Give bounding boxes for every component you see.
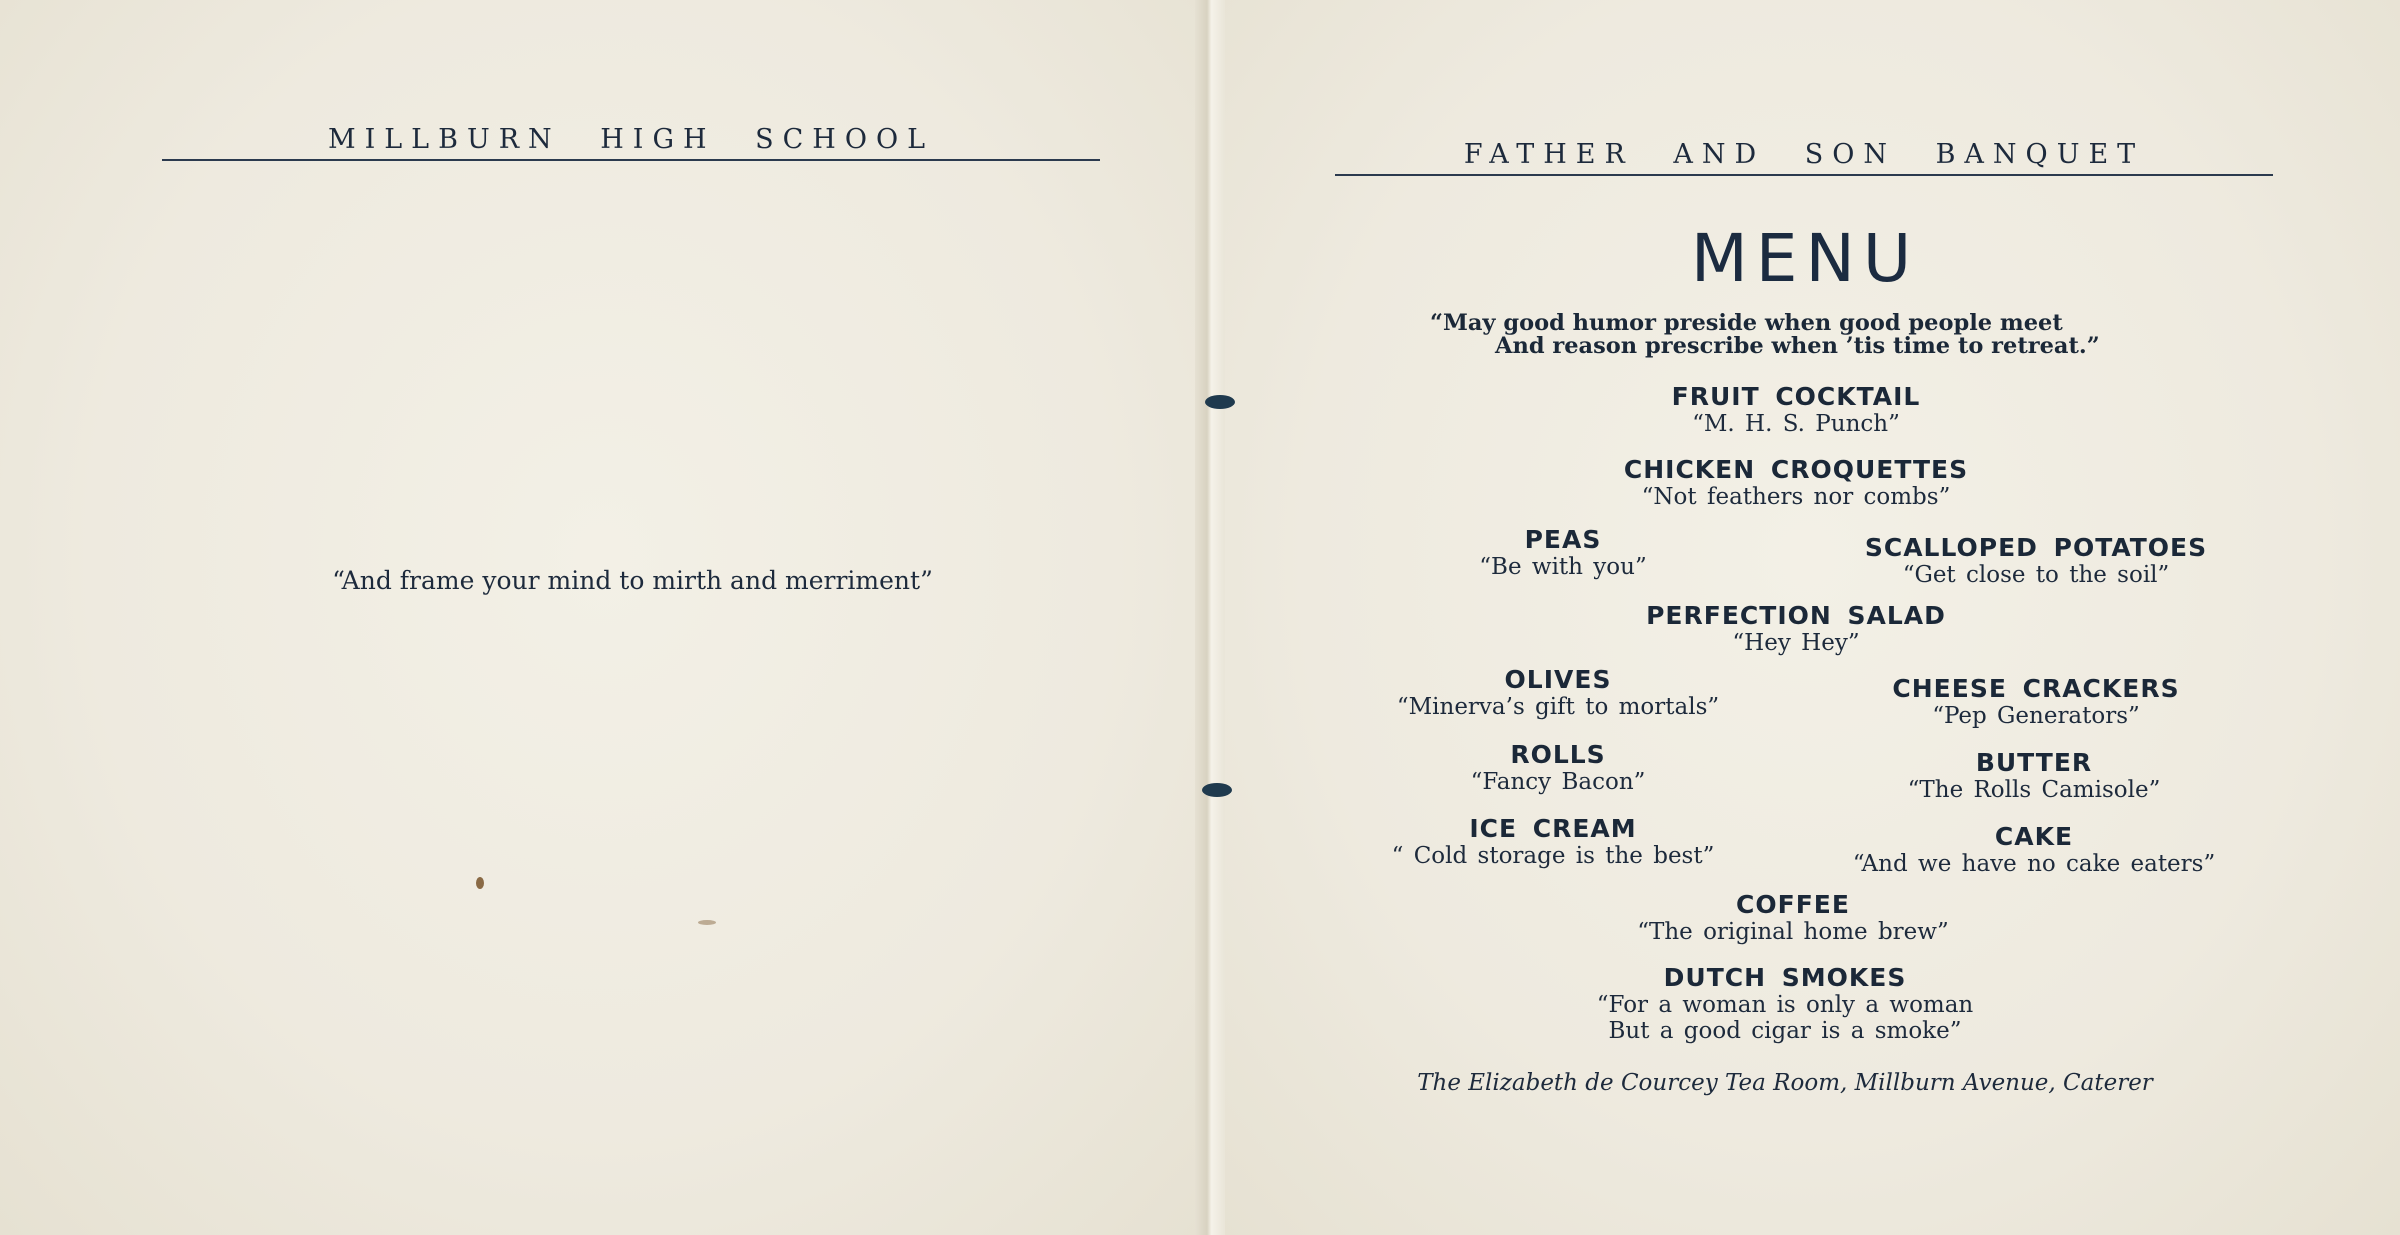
booklet-gutter bbox=[1195, 0, 1225, 1235]
binding-staple-top bbox=[1205, 395, 1235, 409]
menu-item-note: “M. H. S. Punch” bbox=[1692, 411, 1900, 437]
caterer-credit: The Elizabeth de Courcey Tea Room, Millburn Avenue, Caterer bbox=[1417, 1070, 2153, 1096]
menu-item-name: PERFECTION SALAD bbox=[1646, 601, 1946, 630]
banquet-header: FATHER AND SON BANQUET bbox=[1335, 139, 2273, 176]
menu-item-note: “Fancy Bacon” bbox=[1470, 769, 1646, 795]
menu-item-name: SCALLOPED POTATOES bbox=[1864, 533, 2208, 562]
school-header: MILLBURN HIGH SCHOOL bbox=[162, 124, 1100, 161]
binding-staple-bottom bbox=[1202, 783, 1232, 797]
menu-item-note: “For a woman is only a woman bbox=[1596, 992, 1974, 1018]
menu-item-fruit-cocktail bbox=[1496, 382, 2096, 437]
menu-item-note: “Be with you” bbox=[1479, 554, 1647, 580]
menu-item-name: ROLLS bbox=[1510, 740, 1606, 769]
menu-item-note: “The Rolls Camisole” bbox=[1907, 777, 2161, 803]
menu-item-note: “Minerva’s gift to mortals” bbox=[1396, 694, 1720, 720]
menu-item-scalloped-potatoes bbox=[1806, 533, 2266, 588]
menu-item-name: COFFEE bbox=[1736, 890, 1850, 919]
menu-item-butter bbox=[1834, 748, 2234, 803]
left-page-quote: “And frame your mind to mirth and merriment” bbox=[332, 566, 933, 595]
menu-item-name: CAKE bbox=[1994, 822, 2074, 851]
menu-item-cheese-crackers bbox=[1806, 674, 2266, 729]
menu-item-name: CHICKEN CROQUETTES bbox=[1623, 455, 1969, 484]
menu-item-name: FRUIT COCKTAIL bbox=[1671, 382, 1921, 411]
menu-item-note: But a good cigar is a smoke” bbox=[1608, 1018, 1962, 1044]
menu-item-name: BUTTER bbox=[1975, 748, 2093, 777]
menu-item-note: “ Cold storage is the best” bbox=[1391, 843, 1715, 869]
paper-speck bbox=[476, 877, 484, 889]
menu-item-note: “Hey Hey” bbox=[1732, 630, 1860, 656]
menu-item-note: “Not feathers nor combs” bbox=[1641, 484, 1951, 510]
menu-item-dutch-smokes bbox=[1485, 963, 2085, 1044]
menu-item-cake bbox=[1796, 822, 2272, 877]
menu-item-peas bbox=[1363, 525, 1763, 580]
menu-item-name: PEAS bbox=[1524, 525, 1602, 554]
menu-item-note: “And we have no cake eaters” bbox=[1852, 851, 2216, 877]
menu-item-name: DUTCH SMOKES bbox=[1663, 963, 1907, 992]
menu-item-ice-cream bbox=[1343, 814, 1763, 869]
menu-title: MENU bbox=[1690, 220, 1920, 297]
menu-item-chicken-croquettes bbox=[1496, 455, 2096, 510]
menu-item-name: OLIVES bbox=[1504, 665, 1612, 694]
menu-item-note: “Pep Generators” bbox=[1932, 703, 2140, 729]
menu-item-note: “The original home brew” bbox=[1637, 919, 1949, 945]
epigraph-line-1: “May good humor preside when good people meet bbox=[1430, 310, 2063, 336]
paper-speck bbox=[698, 920, 716, 925]
menu-item-name: CHEESE CRACKERS bbox=[1892, 674, 2180, 703]
epigraph-line-2: And reason prescribe when ’tis time to retreat.” bbox=[1495, 333, 2100, 359]
menu-item-coffee bbox=[1493, 890, 2093, 945]
menu-item-name: ICE CREAM bbox=[1469, 814, 1637, 843]
menu-item-olives bbox=[1333, 665, 1783, 720]
menu-item-perfection-salad bbox=[1496, 601, 2096, 656]
menu-item-rolls bbox=[1358, 740, 1758, 795]
menu-item-note: “Get close to the soil” bbox=[1902, 562, 2170, 588]
